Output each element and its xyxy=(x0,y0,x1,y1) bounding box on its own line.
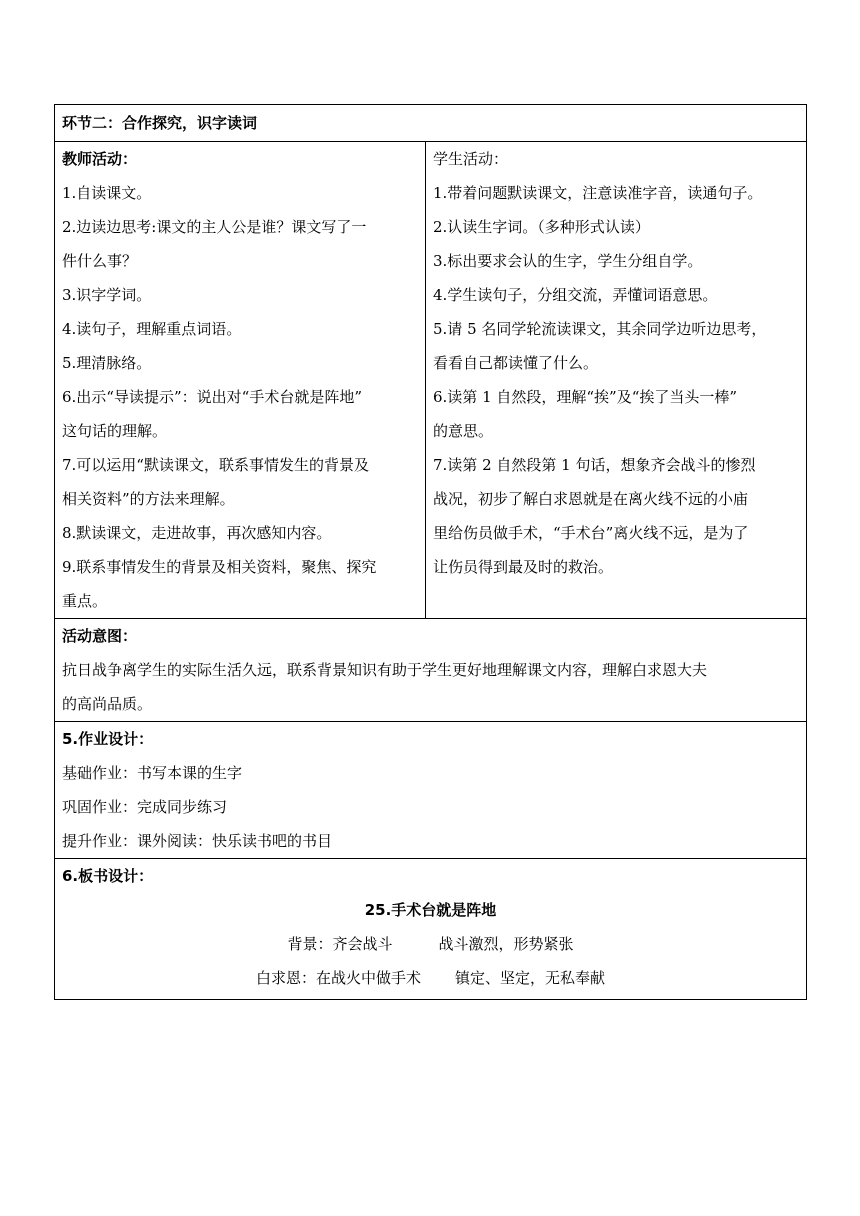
teacher-line: 这句话的理解。 xyxy=(62,422,168,440)
student-line: 7.读第 2 自然段第 1 句话，想象齐会战斗的惨烈 xyxy=(433,456,756,474)
student-line: 1.带着问题默读课文，注意读准字音，读通句子。 xyxy=(433,184,763,202)
student-line: 战况，初步了解白求恩就是在离火线不远的小庙 xyxy=(433,490,749,508)
board-bethune-label: 白求恩：在战火中做手术 xyxy=(255,969,421,987)
teacher-line: 3.识字学词。 xyxy=(62,286,152,304)
homework-heading: 5.作业设计： xyxy=(62,730,154,748)
intent-row xyxy=(55,619,807,722)
lesson-plan-page xyxy=(54,104,806,1000)
board-background-desc: 战斗激烈，形势紧张 xyxy=(438,935,574,953)
teacher-line: 8.默读课文，走进故事，再次感知内容。 xyxy=(62,524,332,542)
section-header-row xyxy=(55,105,807,142)
board-background-label: 背景：齐会战斗 xyxy=(287,935,393,953)
teacher-line: 7.可以运用“默读课文，联系事情发生的背景及 xyxy=(62,456,369,474)
board-row-bethune xyxy=(62,961,799,995)
student-line: 4.学生读句子，分组交流，弄懂词语意思。 xyxy=(433,286,718,304)
student-line: 让伤员得到最及时的救治。 xyxy=(433,558,614,576)
board-cell xyxy=(55,859,807,1000)
board-bethune-desc: 镇定、坚定，无私奉献 xyxy=(455,969,606,987)
student-line: 6.读第 1 自然段，理解“挨”及“挨了当头一棒” xyxy=(433,388,738,406)
lesson-plan-table xyxy=(54,104,807,1000)
student-line: 2.认读生字词。（多种形式认读） xyxy=(433,218,650,236)
activities-row xyxy=(55,142,807,619)
intent-line: 的高尚品质。 xyxy=(62,695,153,713)
intent-cell xyxy=(55,619,807,722)
teacher-line: 4.读句子，理解重点词语。 xyxy=(62,320,242,338)
board-row-background xyxy=(62,927,799,961)
student-activity-cell xyxy=(426,142,807,619)
intent-heading: 活动意图： xyxy=(62,627,138,645)
teacher-line: 6.出示“导读提示”：说出对“手术台就是阵地” xyxy=(62,388,362,406)
student-line: 里给伤员做手术，“手术台”离火线不远，是为了 xyxy=(433,524,749,542)
student-line: 5.请 5 名同学轮流读课文，其余同学边听边思考， xyxy=(433,320,767,338)
board-title: 25.手术台就是阵地 xyxy=(364,901,497,919)
homework-line: 巩固作业：完成同步练习 xyxy=(62,798,228,816)
homework-line: 提升作业：课外阅读：快乐读书吧的书目 xyxy=(62,832,333,850)
student-line: 3.标出要求会认的生字，学生分组自学。 xyxy=(433,252,703,270)
teacher-line: 1.自读课文。 xyxy=(62,184,152,202)
teacher-line: 件什么事？ xyxy=(62,252,138,270)
homework-cell xyxy=(55,722,807,859)
student-line: 的意思。 xyxy=(433,422,494,440)
intent-line: 抗日战争离学生的实际生活久远，联系背景知识有助于学生更好地理解课文内容，理解白求恩大夫 xyxy=(62,661,708,679)
board-heading: 6.板书设计： xyxy=(62,867,154,885)
teacher-activity-cell xyxy=(55,142,426,619)
section-header-cell xyxy=(55,105,807,142)
teacher-line: 重点。 xyxy=(62,592,108,610)
board-row xyxy=(55,859,807,1000)
teacher-line: 5.理清脉络。 xyxy=(62,354,152,372)
section-header: 环节二：合作探究，识字读词 xyxy=(62,114,258,132)
teacher-line: 9.联系事情发生的背景及相关资料，聚焦、探究 xyxy=(62,558,377,576)
homework-line: 基础作业：书写本课的生字 xyxy=(62,764,243,782)
teacher-heading: 教师活动： xyxy=(62,150,138,168)
student-heading: 学生活动： xyxy=(433,150,509,168)
teacher-line: 相关资料”的方法来理解。 xyxy=(62,490,235,508)
teacher-line: 2.边读边思考:课文的主人公是谁？课文写了一 xyxy=(62,218,367,236)
student-line: 看看自己都读懂了什么。 xyxy=(433,354,599,372)
homework-row xyxy=(55,722,807,859)
